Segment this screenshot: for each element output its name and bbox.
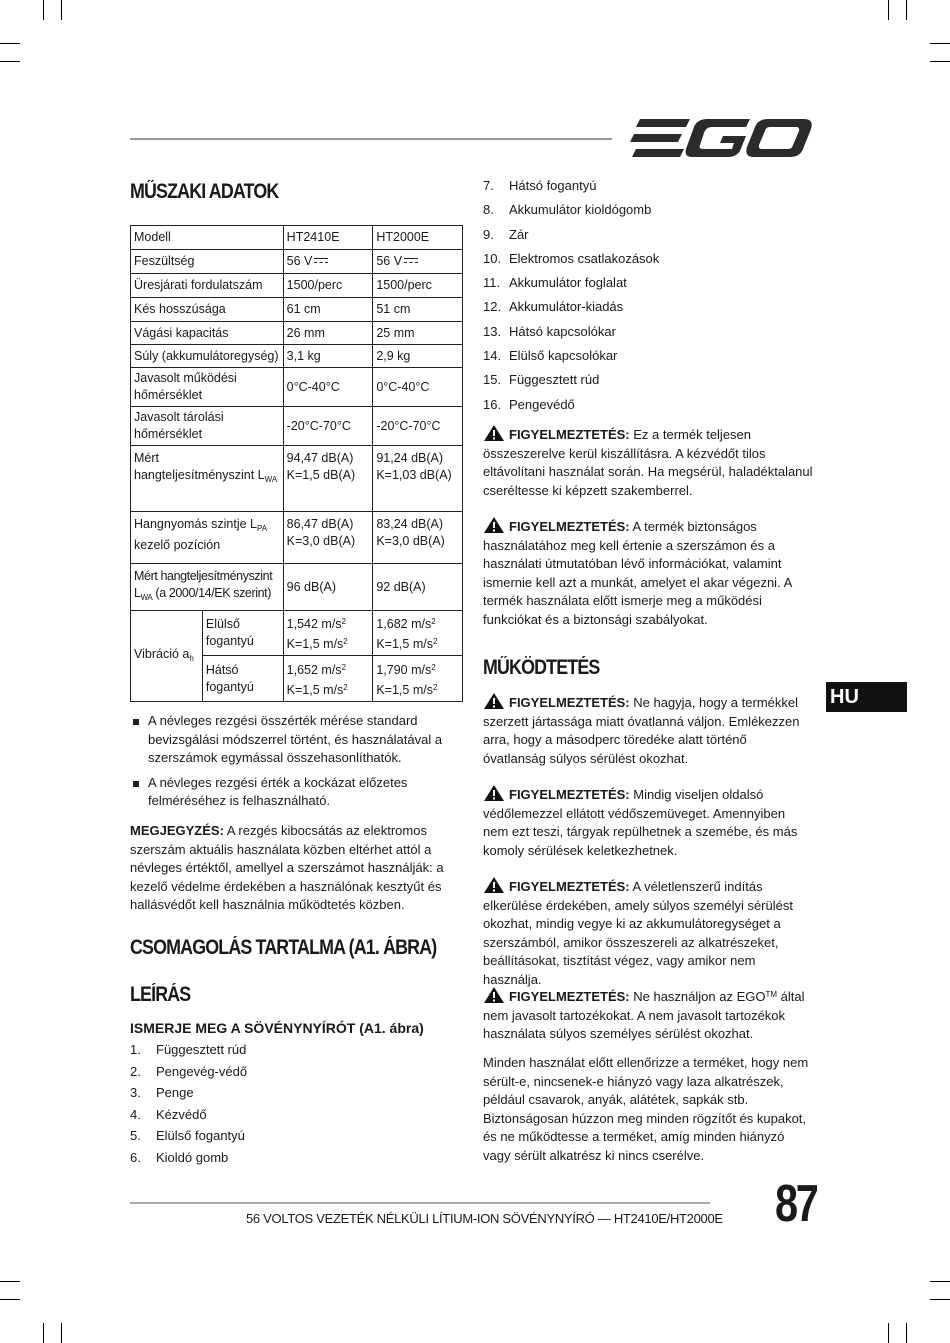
subscript: h (189, 653, 194, 663)
cell-line: 83,24 dB(A) (376, 517, 444, 531)
warning-icon (483, 986, 505, 1004)
warning-icon (483, 784, 505, 802)
superscript: 2 (431, 617, 436, 626)
table-cell (373, 250, 463, 274)
table-cell: 92 dB(A) (373, 564, 463, 611)
table-row (131, 407, 463, 446)
header-rule (130, 138, 612, 140)
table-cell: -20°C-70°C (283, 407, 373, 446)
table-row (131, 345, 463, 368)
cell-line: 1,790 m/s (376, 662, 432, 677)
warning-label: FIGYELMEZTETÉS: (509, 695, 630, 710)
cell-line: K=1,5 m/s (376, 637, 433, 651)
crop-mark (0, 43, 20, 44)
table-cell (131, 368, 284, 407)
table-cell: 25 mm (373, 322, 463, 345)
superscript: 2 (341, 662, 347, 672)
table-cell: Kés hosszúsága (131, 298, 284, 322)
table-cell (373, 656, 463, 702)
list-text: Hátsó kapcsolókar (509, 323, 616, 339)
cell-line: 94,47 dB(A) (286, 451, 354, 465)
warning-text: Ne használjon az EGO (629, 989, 766, 1004)
table-cell (283, 611, 373, 656)
inspection-paragraph: Minden használat előtt ellenőrizze a terméket, hogy nem sérült-e, nincsenek-e hiányzó vagy laza alkatrészek, például csavarok, anyák, alátétek, sapkák stb. Biztonságosan húzzon meg minden rögzítőt és kupakot, és ne működtesse a terméket, amíg minden hiányzó vagy sérült alkatrész ki nincs cserélve. (483, 1055, 809, 1163)
list-number: 5. (130, 1128, 141, 1143)
list-item (130, 1085, 430, 1107)
table-cell (131, 564, 284, 611)
footer-text: 56 VOLTOS VEZETÉK NÉLKÜLI LÍTIUM-ION SÖVÉNYNYÍRÓ — HT2410E/HT2000E (246, 1211, 723, 1226)
parts-list (130, 1042, 430, 1171)
table-cell (373, 512, 463, 564)
crop-mark (0, 1299, 20, 1300)
page-number: 87 (775, 1175, 817, 1233)
list-item (130, 1128, 430, 1150)
warning-label: FIGYELMEZTETÉS: (509, 519, 630, 534)
warning-icon (483, 692, 505, 710)
table-cell: Vágási kapacitás (131, 322, 284, 345)
table-cell (373, 611, 463, 656)
table-cell: HT2410E (283, 226, 373, 250)
list-item (130, 1150, 430, 1172)
warning-text: Ez a termék teljesen összeszerelve kerül kiszállításra. A kézvédőt tilos eltávolítani használat során. Ha megsérül, haladéktalanul cseréltesse ki képzett szakemberrel. (483, 427, 813, 498)
list-number: 11. (483, 275, 501, 291)
subscript: PA (256, 524, 268, 533)
table-row (131, 512, 463, 564)
cell-line: K=1,03 dB(A) (376, 468, 452, 482)
table-row (131, 322, 463, 345)
note-paragraph (130, 822, 445, 915)
list-item (130, 1064, 430, 1086)
cell-line: Javasolt működési (134, 371, 237, 385)
cell-line: 86,47 dB(A) (286, 517, 354, 531)
cell-line: 1,652 m/s (286, 662, 342, 677)
table-cell: 26 mm (283, 322, 373, 345)
table-cell (283, 656, 373, 702)
warning-label: FIGYELMEZTETÉS: (509, 787, 630, 802)
crop-mark (61, 1323, 62, 1343)
list-number: 7. (483, 178, 494, 193)
table-cell (131, 407, 284, 446)
cell-line: K=1,5 m/s (286, 637, 344, 651)
table-cell (373, 446, 463, 512)
warning-block (483, 692, 805, 768)
cell-line: 91,24 dB(A) (376, 451, 444, 465)
table-cell (202, 611, 283, 656)
warning-text: által nem javasolt tartozékokat. A nem javasolt tartozékok használata súlyos személyes sérülést okozhat. (483, 989, 805, 1041)
list-item (483, 299, 783, 323)
table-cell: 1500/perc (373, 274, 463, 298)
warning-icon (483, 424, 505, 442)
voltage-value: 56 V (286, 254, 313, 268)
table-cell: Modell (131, 226, 284, 250)
bullet-item: A névleges rezgési összérték mérése standard bevizsgálási módszerrel történt, és használatával a szerszámok egymással összehasonlíthatók. (130, 712, 460, 768)
voltage-value: 56 V (376, 254, 403, 268)
list-text: Elülső kapcsolókar (509, 348, 618, 364)
crop-mark (930, 43, 950, 44)
table-cell (202, 656, 283, 702)
cell-line: Vibráció a (134, 646, 190, 661)
crop-mark (888, 1323, 889, 1343)
crop-mark (930, 1299, 950, 1300)
table-row (131, 611, 463, 656)
cell-line: Elülső (205, 617, 240, 631)
crop-mark (930, 61, 950, 62)
subsection-title: ISMERJE MEG A SÖVÉNYNYÍRÓT (A1. ábra) (130, 1020, 424, 1036)
dc-symbol-icon (404, 258, 418, 265)
table-row (131, 274, 463, 298)
list-text: Akkumulátor-kiadás (509, 299, 624, 315)
cell-line: K=3,0 dB(A) (376, 534, 445, 548)
specs-table (130, 225, 463, 702)
table-cell: Üresjárati fordulatszám (131, 274, 284, 298)
list-text: Hátsó fogantyú (509, 178, 597, 193)
list-number: 10. (483, 250, 502, 266)
language-tab: HU (826, 682, 907, 712)
list-item (483, 178, 783, 202)
table-cell: 0°C-40°C (373, 368, 463, 407)
bullet-list (130, 712, 460, 817)
superscript: 2 (432, 682, 438, 692)
list-text: Pengevég-védő (156, 1063, 248, 1079)
list-number: 15. (483, 372, 502, 388)
list-text: Függesztett rúd (156, 1042, 247, 1057)
cell-line: hőmérséklet (134, 388, 203, 402)
table-cell (283, 250, 373, 274)
list-number: 1. (130, 1042, 141, 1057)
table-cell (131, 512, 284, 564)
list-item (483, 251, 783, 275)
list-text: Zár (509, 226, 529, 242)
list-number: 13. (483, 323, 502, 339)
warning-block (483, 516, 815, 629)
section-title-description: LEÍRÁS (130, 983, 191, 1006)
crop-mark (888, 0, 889, 20)
table-row (131, 446, 463, 512)
cell-line: K=1,5 m/s (376, 682, 433, 697)
list-number: 8. (483, 202, 494, 218)
list-item (483, 397, 783, 421)
list-text: Kioldó gomb (156, 1149, 229, 1165)
table-row (131, 250, 463, 274)
table-cell: 1500/perc (283, 274, 373, 298)
warning-block (483, 876, 809, 989)
table-cell: Feszültség (131, 250, 284, 274)
warning-block (483, 424, 813, 500)
note-label: MEGJEGYZÉS: (130, 823, 224, 838)
section-title-specs: MŰSZAKI ADATOK (130, 180, 279, 203)
list-text: Függesztett rúd (509, 372, 600, 388)
table-cell: 96 dB(A) (283, 564, 373, 611)
subscript: WA (140, 593, 153, 602)
warning-text: A véletlenszerű indítás elkerülése érdekében, amely súlyos személyi sérülést okozhat, mindig vegye ki az akkumulátoregységet a szerszámból, amikor összeszereli az alkatrészeket, beállításokat, tisztítást végez, vagy amikor nem használja. (483, 879, 793, 987)
cell-line: fogantyú (205, 679, 254, 694)
subscript: WA (264, 475, 278, 484)
warning-icon (483, 876, 505, 894)
warning-label: FIGYELMEZTETÉS: (509, 427, 630, 442)
table-row (131, 368, 463, 407)
cell-line: L (134, 586, 141, 600)
crop-mark (906, 1323, 907, 1343)
warning-label: FIGYELMEZTETÉS: (509, 989, 630, 1004)
cell-line: K=3,0 dB(A) (286, 534, 356, 548)
warning-icon (483, 516, 505, 534)
list-text: Elülső fogantyú (156, 1128, 245, 1143)
cell-line: fogantyú (205, 634, 254, 648)
superscript: 2 (431, 662, 436, 672)
parts-list (483, 178, 783, 421)
list-item (130, 1107, 430, 1129)
cell-line: Hátsó (205, 662, 239, 677)
table-cell (131, 446, 284, 512)
warning-block (483, 784, 805, 860)
list-number: 6. (130, 1149, 141, 1165)
list-number: 9. (483, 226, 494, 242)
list-number: 12. (483, 299, 502, 315)
table-cell: 51 cm (373, 298, 463, 322)
superscript: 2 (343, 637, 348, 646)
cell-line: 1,542 m/s (286, 617, 342, 631)
crop-mark (906, 0, 907, 20)
cell-line: hangteljesítményszint L (134, 468, 265, 482)
crop-mark (0, 61, 20, 62)
footer-rule (130, 1202, 710, 1204)
list-number: 2. (130, 1063, 141, 1079)
superscript: 2 (343, 682, 348, 692)
list-item (483, 348, 783, 372)
note-text: A rezgés kibocsátás az elektromos szerszám aktuális használata közben eltérhet attól a névleges értéktől, amellyel a szerszámot használják: a kezelő védelme érdekében a használónak kesztyűt és hallásvédőt kell használnia működtetés közben. (130, 823, 444, 912)
table-cell (283, 446, 373, 512)
table-cell: Súly (akkumulátoregység) (131, 345, 284, 368)
warning-text: Ne hagyja, hogy a termékkel szerzett jártassága miatt óvatlanná váljon. Emlékezzen arra, hogy a másodperc töredéke alatt történő óvatlanság súlyos sérülést okozhat. (483, 695, 800, 766)
table-cell: 3,1 kg (283, 345, 373, 368)
table-cell: 2,9 kg (373, 345, 463, 368)
list-number: 16. (483, 396, 502, 412)
trademark-sup: TM (765, 990, 778, 999)
cell-line: Hangnyomás szintje L (134, 517, 257, 531)
list-item (483, 275, 783, 299)
superscript: 2 (341, 617, 347, 626)
list-number: 4. (130, 1106, 141, 1122)
superscript: 2 (432, 637, 438, 646)
table-cell: 0°C-40°C (283, 368, 373, 407)
cell-line: K=1,5 dB(A) (286, 468, 356, 482)
warning-label: FIGYELMEZTETÉS: (509, 879, 630, 894)
list-text: Penge (156, 1085, 194, 1100)
warning-block (483, 986, 805, 1044)
list-text: Kézvédő (156, 1106, 207, 1122)
dc-symbol-icon (314, 258, 328, 265)
list-item (483, 372, 783, 396)
ego-logo (628, 117, 812, 159)
list-text: Akkumulátor foglalat (509, 275, 627, 291)
cell-line: Mért hangteljesítményszint (134, 569, 273, 583)
cell-line: hőmérséklet (134, 427, 203, 441)
crop-mark (43, 0, 44, 20)
cell-line: Javasolt tárolási (134, 410, 224, 424)
crop-mark (0, 1281, 20, 1282)
list-text: Elektromos csatlakozások (509, 250, 660, 266)
table-row (131, 564, 463, 611)
table-row (131, 226, 463, 250)
crop-mark (43, 1323, 44, 1343)
cell-line: Mért (134, 451, 159, 465)
table-cell: HT2000E (373, 226, 463, 250)
table-cell: -20°C-70°C (373, 407, 463, 446)
cell-line: (a 2000/14/EK szerint) (152, 586, 272, 600)
section-title-operation: MŰKÖDTETÉS (483, 656, 600, 679)
list-number: 14. (483, 348, 502, 364)
cell-line: kezelő pozíción (134, 538, 221, 552)
warning-text: Mindig viseljen oldalsó védőlemezzel ellátott védőszemüveget. Amennyiben nem ezt teszi, tárgyak repülhetnek a szemébe, és más komoly sérülések keletkezhetnek. (483, 787, 798, 858)
bullet-item: A névleges rezgési érték a kockázat előzetes felméréséhez is felhasználható. (130, 774, 460, 811)
table-cell: 61 cm (283, 298, 373, 322)
section-title-package: CSOMAGOLÁS TARTALMA (A1. ÁBRA) (130, 936, 437, 959)
warning-text: A termék biztonságos használatához meg kell értenie a szerszámon és a használati útmutatóban lévő információkat, valamint ismernie kell azt a munkát, amelyet el akar végezni. A termék használata előtt ismerje meg a működési funkciókat és a biztonsági szabályokat. (483, 519, 792, 627)
table-cell (283, 512, 373, 564)
crop-mark (61, 0, 62, 20)
list-number: 3. (130, 1085, 141, 1100)
list-item (483, 227, 783, 251)
list-item (483, 324, 783, 348)
cell-line: 1,682 m/s (376, 617, 432, 631)
list-item (130, 1042, 430, 1064)
cell-line: K=1,5 m/s (286, 682, 344, 697)
list-text: Pengevédő (509, 396, 575, 412)
table-cell (131, 611, 203, 702)
list-item (483, 202, 783, 226)
crop-mark (930, 1281, 950, 1282)
table-row (131, 298, 463, 322)
list-text: Akkumulátor kioldógomb (509, 202, 652, 218)
